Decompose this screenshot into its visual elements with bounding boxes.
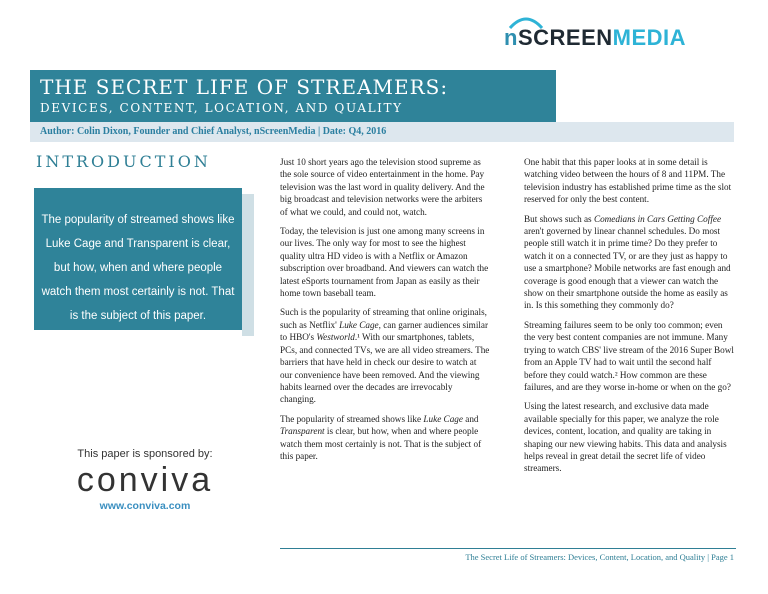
logo-n: n xyxy=(504,25,518,50)
logo-screen: SCREEN xyxy=(517,25,613,50)
document-subtitle: DEVICES, CONTENT, LOCATION, AND QUALITY xyxy=(40,101,403,115)
section-heading: INTRODUCTION xyxy=(36,152,211,171)
paragraph: Using the latest research, and exclusive data made available specially for this paper, we analyze the role devices, content, location, and quality are taking in shaping our new viewing habits. This data and analysis helps reveal in great detail the secret life of video streamers. xyxy=(524,401,727,474)
sponsor-label: This paper is sponsored by: xyxy=(77,448,213,460)
paragraph: Just 10 short years ago the television stood supreme as the sole source of video entertainment in the home. Pay television was the last word in quality delivery. And the big broadcast and television networks were the arbiters of what we could, and could not, watch. xyxy=(280,157,485,217)
text-run: is clear, but how, when and where people watch them most certainly is not. That is the subject of this paper. xyxy=(280,426,482,461)
italic-title: Transparent xyxy=(280,426,325,437)
sponsor-block xyxy=(40,448,250,512)
italic-title: Luke Cage xyxy=(423,413,463,424)
page-footer: The Secret Life of Streamers: Devices, Content, Location, and Quality | Page 1 xyxy=(465,552,734,562)
paragraph: Today, the television is just one among many screens in our lives. The only way for most to see the highest quality ultra HD video is with a Netflix or Amazon subscription over broadband. And viewers can watch the latest eSports tournament from Japan as easily as their home town baseball team. xyxy=(280,226,489,299)
pull-quote: The popularity of streamed shows like Luke Cage and Transparent is clear, but how, when and where people watch them most certainly is not. That is the subject of this paper. xyxy=(34,188,242,330)
body-column-right xyxy=(524,156,734,482)
nscreenmedia-logo xyxy=(504,18,724,58)
paragraph: One habit that this paper looks at in some detail is watching video between the hours of 8 and 11PM. The television industry has established prime time as the slot reserved for only the best content. xyxy=(524,157,732,205)
paragraph xyxy=(280,413,490,463)
conviva-logo: conviva xyxy=(76,461,214,499)
text-run: But shows such as xyxy=(524,213,594,224)
italic-title: Comedians in Cars Getting Coffee xyxy=(593,213,722,224)
sponsor-link[interactable]: www.conviva.com xyxy=(99,500,191,512)
text-run: The popularity of streamed shows like xyxy=(280,413,424,424)
paragraph xyxy=(280,306,490,405)
text-run: and xyxy=(462,413,479,424)
text-run: aren't governed by linear channel schedules. Do most people still watch it in prime time? Do they prefer to watch it on a connected TV, or are they just as happy to use a smartphone? Mobile networks are fast enough and coverage is good enough that a viewer can watch the show on their smartphone outside the home as easily as in. Is this something they commonly do? xyxy=(524,226,731,311)
italic-title: Luke Cage xyxy=(339,319,379,330)
paragraph xyxy=(524,213,734,312)
paragraph: Streaming failures seem to be only too common; even the very best content companies are not immune. Many trying to watch CBS' live stream of the 2016 Super Bowl from an Apple TV had to wait until the second half before they could watch.² How common are these failures, and are they worse in-home or when on the go? xyxy=(524,319,734,392)
text-run: .¹ With our smartphones, tablets, PCs, and connected TVs, we are all video streamers. The barriers that have held in check our desire to watch at our convenience have been removed. And the viewing habits learned over the decades are irrevocably changing. xyxy=(280,332,490,405)
author-line: Author: Colin Dixon, Founder and Chief Analyst, nScreenMedia | Date: Q4, 2016 xyxy=(30,122,734,142)
text-run: Such is the popularity of streaming that online originals, such as Netflix' xyxy=(280,307,487,330)
text-run: , can garner audiences similar to HBO's xyxy=(280,319,489,343)
body-column-middle xyxy=(280,156,490,469)
document-title: THE SECRET LIFE OF STREAMERS: xyxy=(40,75,449,99)
italic-title: Westworld xyxy=(316,332,355,343)
title-banner xyxy=(30,70,556,122)
logo-media: MEDIA xyxy=(612,25,687,50)
logo-arc-icon xyxy=(506,12,546,30)
footer-divider xyxy=(280,548,736,549)
